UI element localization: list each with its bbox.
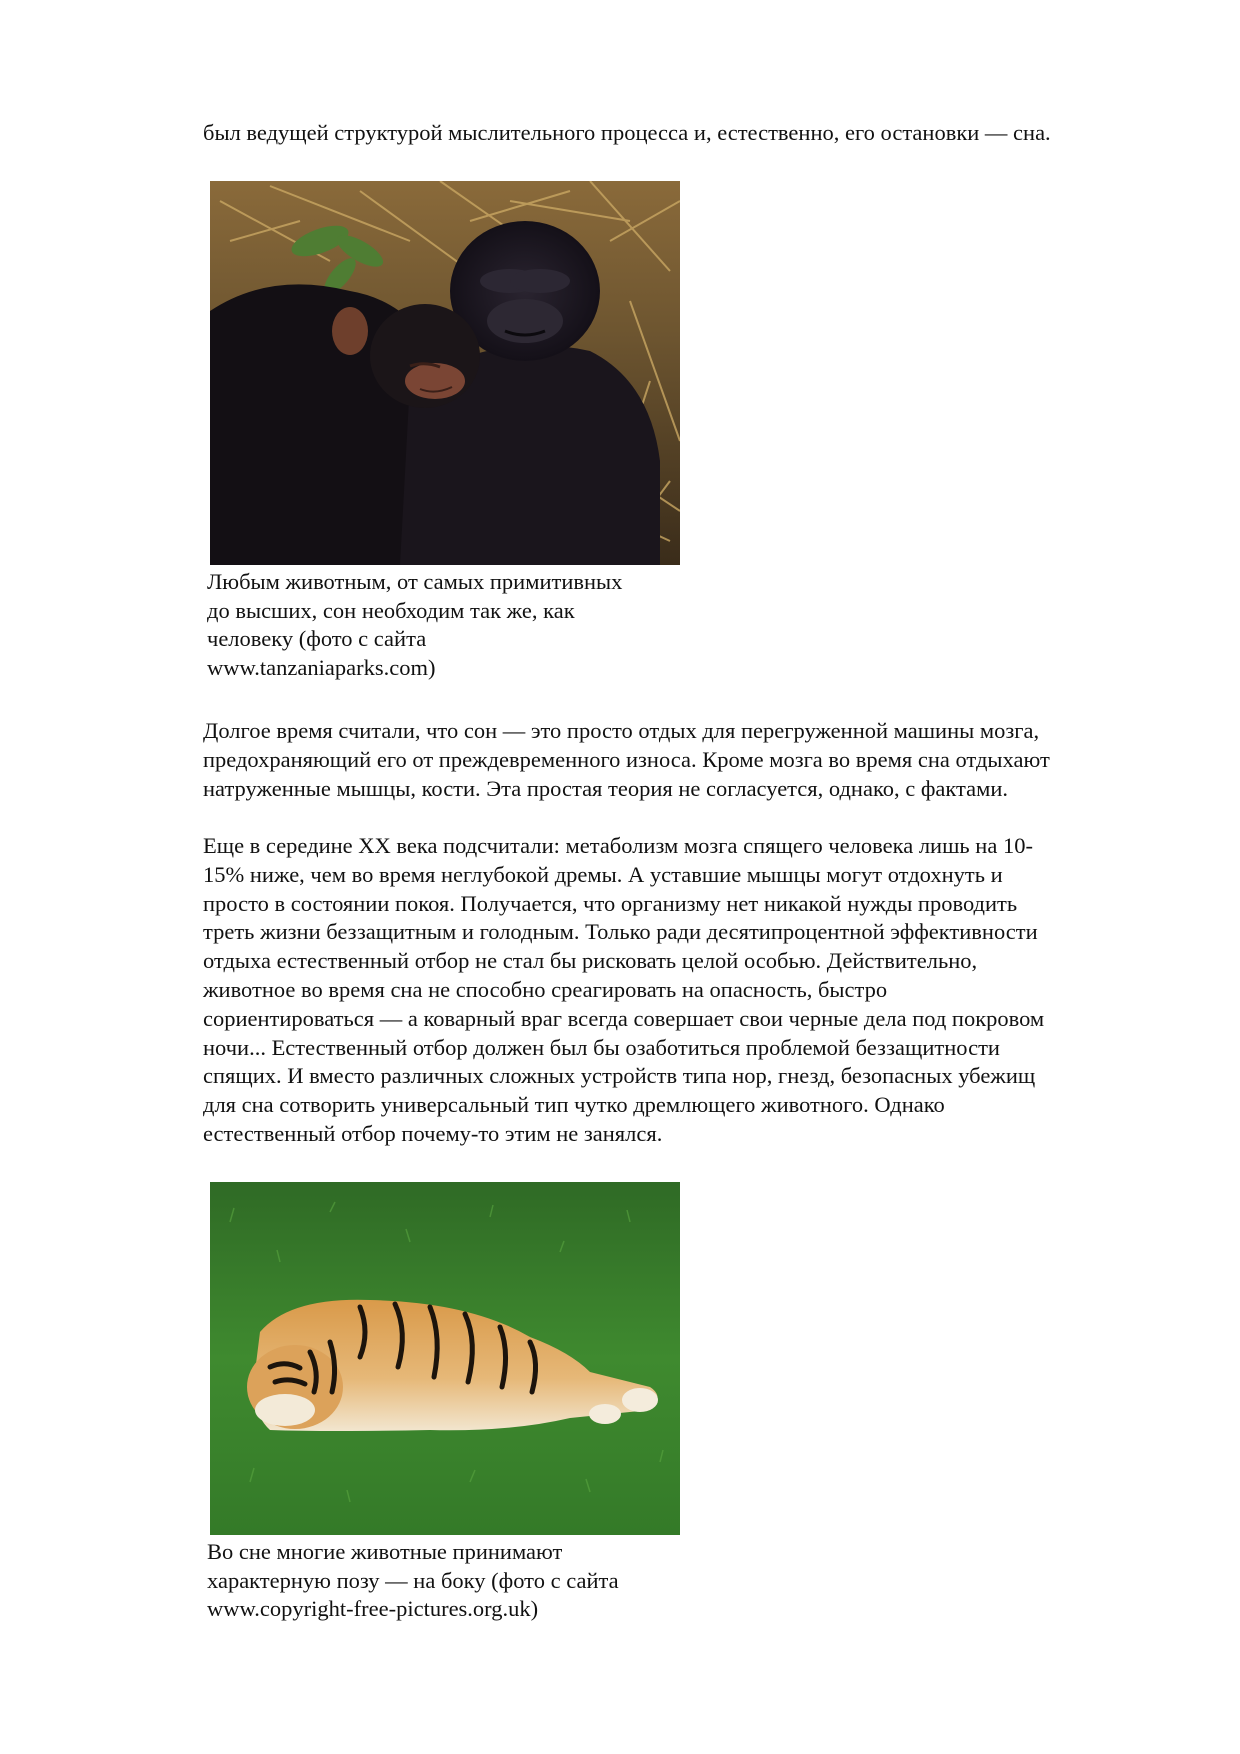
paragraph-line: просто в состоянии покоя. Получается, что организму нет никакой нужды проводить bbox=[203, 890, 1018, 916]
caption-line: человеку (фото с сайта bbox=[207, 626, 427, 651]
caption-line: до высших, сон необходим так же, как bbox=[207, 597, 575, 623]
tiger-photo bbox=[210, 1182, 680, 1535]
paragraph-1 bbox=[203, 717, 1163, 803]
caption-line: Любым животным, от самых примитивных bbox=[207, 569, 623, 594]
paragraph-line: ночи... Естественный отбор должен был бы озаботиться проблемой беззащитности bbox=[203, 1034, 1000, 1060]
caption-line: Во сне многие животные принимают bbox=[207, 1539, 563, 1564]
paragraph-line: естественный отбор почему-то этим не занялся. bbox=[203, 1120, 663, 1146]
paragraph-line: животное во время сна не способно среагировать на опасность, быстро bbox=[203, 976, 888, 1002]
caption-line: характерную позу — на боку (фото с сайта bbox=[207, 1567, 619, 1593]
caption-line: www.copyright-free-pictures.org.uk) bbox=[207, 1596, 539, 1621]
paragraph-line: спящих. И вместо различных сложных устройств типа нор, гнезд, безопасных убежищ bbox=[203, 1063, 1036, 1089]
figure1-caption bbox=[207, 568, 727, 682]
paragraph-2 bbox=[203, 832, 1163, 1149]
caption-line: www.tanzaniaparks.com) bbox=[207, 654, 436, 680]
paragraph-line: для сна сотворить универсальный тип чутко дремлющего животного. Однако bbox=[203, 1092, 945, 1118]
paragraph-line: 15% ниже, чем во время неглубокой дремы. А уставшие мышцы могут отдохнуть и bbox=[203, 861, 1003, 887]
paragraph-line: треть жизни беззащитным и голодным. Только ради десятипроцентной эффективности bbox=[203, 919, 1038, 945]
paragraph-line: отдыха естественный отбор не стал бы рисковать целой особью. Действительно, bbox=[203, 948, 978, 974]
paragraph-line: натруженные мышцы, кости. Эта простая теория не согласуется, однако, с фактами. bbox=[203, 775, 1009, 801]
paragraph-line: сориентироваться — а коварный враг всегда совершает свои черные дела под покровом bbox=[203, 1005, 1045, 1031]
paragraph-line: Долгое время считали, что сон — это просто отдых для перегруженной машины мозга, bbox=[203, 718, 1040, 743]
paragraph-line: Еще в середине XX века подсчитали: метаболизм мозга спящего человека лишь на 10- bbox=[203, 833, 1033, 858]
paragraph-line: предохраняющий его от преждевременного износа. Кроме мозга во время сна отдыхают bbox=[203, 746, 1050, 772]
continuation-line: был ведущей структурой мыслительного процесса и, естественно, его остановки — сна. bbox=[203, 120, 1051, 145]
chimpanzee-photo bbox=[210, 181, 680, 565]
figure2-caption bbox=[207, 1538, 727, 1624]
